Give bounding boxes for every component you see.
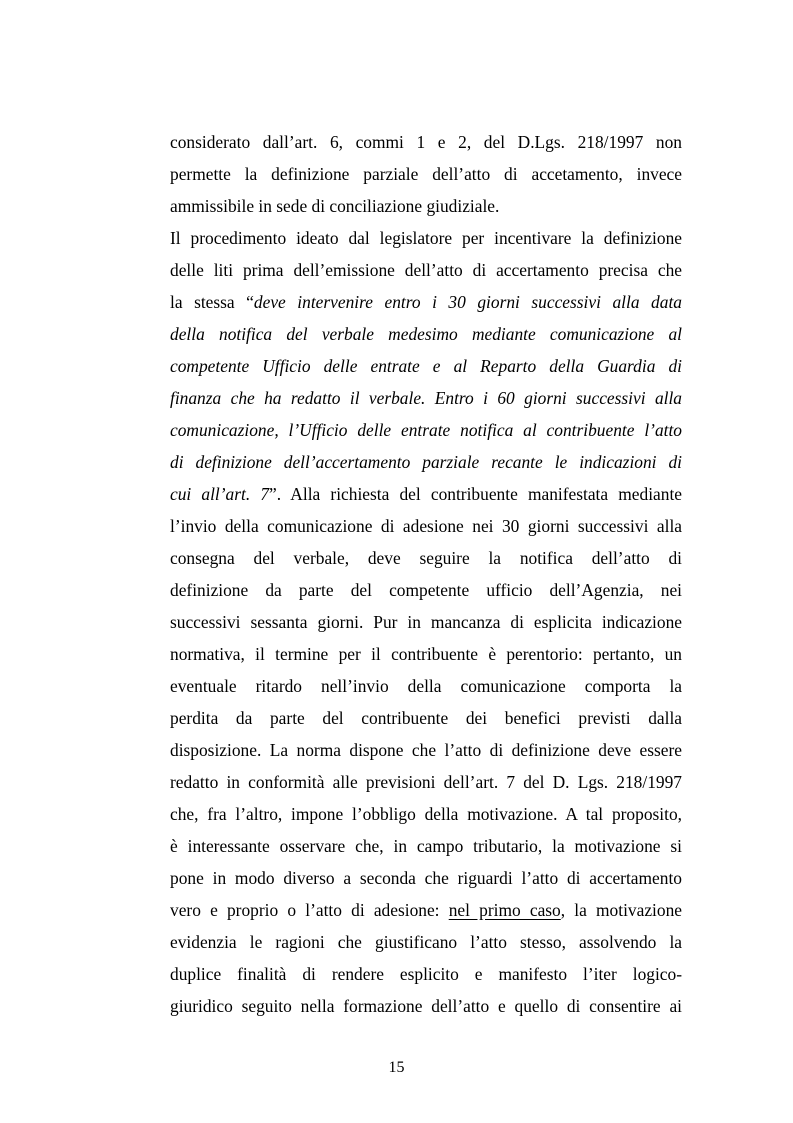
text-line [170, 382, 682, 414]
text-line [170, 222, 682, 254]
text-run: duplice finalità di rendere esplicito e manifesto l’iter logico- [170, 964, 682, 984]
text-line [170, 734, 682, 766]
text-line [170, 830, 682, 862]
text-run: la stessa “ [170, 292, 254, 312]
text-run: definizione da parte del competente ufficio dell’Agenzia, nei [170, 580, 682, 600]
text-run: permette la definizione parziale dell’atto di accetamento, invece [170, 164, 682, 184]
text-line [170, 926, 682, 958]
text-line [170, 702, 682, 734]
text-line [170, 478, 682, 510]
text-run: redatto in conformità alle previsioni dell’art. 7 del D. Lgs. 218/1997 [170, 772, 682, 792]
text-line [170, 190, 682, 222]
italic-text: di definizione dell’accertamento parziale recante le indicazioni di [170, 452, 682, 472]
italic-text: deve intervenire entro i 30 giorni successivi alla data [253, 292, 682, 312]
text-line [170, 958, 682, 990]
text-line [170, 798, 682, 830]
text-line [170, 670, 682, 702]
text-line [170, 254, 682, 286]
text-run: successivi sessanta giorni. Pur in mancanza di esplicita indicazione [170, 612, 682, 632]
text-run: disposizione. La norma dispone che l’atto di definizione deve essere [170, 740, 682, 760]
text-line [170, 126, 682, 158]
text-line [170, 510, 682, 542]
text-run: l’invio della comunicazione di adesione nei 30 giorni successivi alla [170, 516, 682, 536]
text-line [170, 318, 682, 350]
text-run: delle liti prima dell’emissione dell’atto di accertamento precisa che [170, 260, 682, 280]
text-run: ”. Alla richiesta del contribuente manifestata mediante [269, 484, 682, 504]
text-run: normativa, il termine per il contribuente è perentorio: pertanto, un [170, 644, 682, 664]
text-run: ammissibile in sede di conciliazione giudiziale. [170, 196, 500, 216]
text-line [170, 574, 682, 606]
text-line [170, 158, 682, 190]
text-run: è interessante osservare che, in campo tributario, la motivazione si [170, 836, 682, 856]
italic-text: finanza che ha redatto il verbale. Entro i 60 giorni successivi alla [170, 388, 682, 408]
text-run: che, fra l’altro, impone l’obbligo della motivazione. A tal proposito, [170, 804, 682, 824]
text-line [170, 414, 682, 446]
text-line [170, 542, 682, 574]
italic-text: competente Ufficio delle entrate e al Reparto della Guardia di [170, 356, 682, 376]
text-run: vero e proprio o l’atto di adesione: [170, 900, 449, 920]
italic-text: cui all’art. 7 [170, 484, 270, 504]
text-line [170, 894, 682, 926]
page-number: 15 [388, 1059, 405, 1076]
text-run: pone in modo diverso a seconda che riguardi l’atto di accertamento [170, 868, 682, 888]
text-run: considerato dall’art. 6, commi 1 e 2, del D.Lgs. 218/1997 non [170, 132, 682, 152]
text-line [170, 286, 682, 318]
text-line [170, 766, 682, 798]
text-line [170, 862, 682, 894]
text-run: perdita da parte del contribuente dei benefici previsti dalla [170, 708, 682, 728]
italic-text: comunicazione, l’Ufficio delle entrate notifica al contribuente l’atto [170, 420, 682, 440]
text-run: , la motivazione [560, 900, 682, 920]
text-line [170, 446, 682, 478]
italic-text: della notifica del verbale medesimo mediante comunicazione al [170, 324, 682, 344]
text-run: Il procedimento ideato dal legislatore per incentivare la definizione [170, 228, 682, 248]
underlined-text: nel primo caso [448, 900, 561, 920]
text-line [170, 638, 682, 670]
text-run: evidenzia le ragioni che giustificano l’atto stesso, assolvendo la [170, 932, 682, 952]
text-line [170, 990, 682, 1022]
text-line [170, 606, 682, 638]
text-run: consegna del verbale, deve seguire la notifica dell’atto di [170, 548, 682, 568]
text-run: eventuale ritardo nell’invio della comunicazione comporta la [170, 676, 682, 696]
text-line [170, 350, 682, 382]
text-run: giuridico seguito nella formazione dell’atto e quello di consentire ai [170, 996, 682, 1016]
body-text [170, 126, 682, 1022]
